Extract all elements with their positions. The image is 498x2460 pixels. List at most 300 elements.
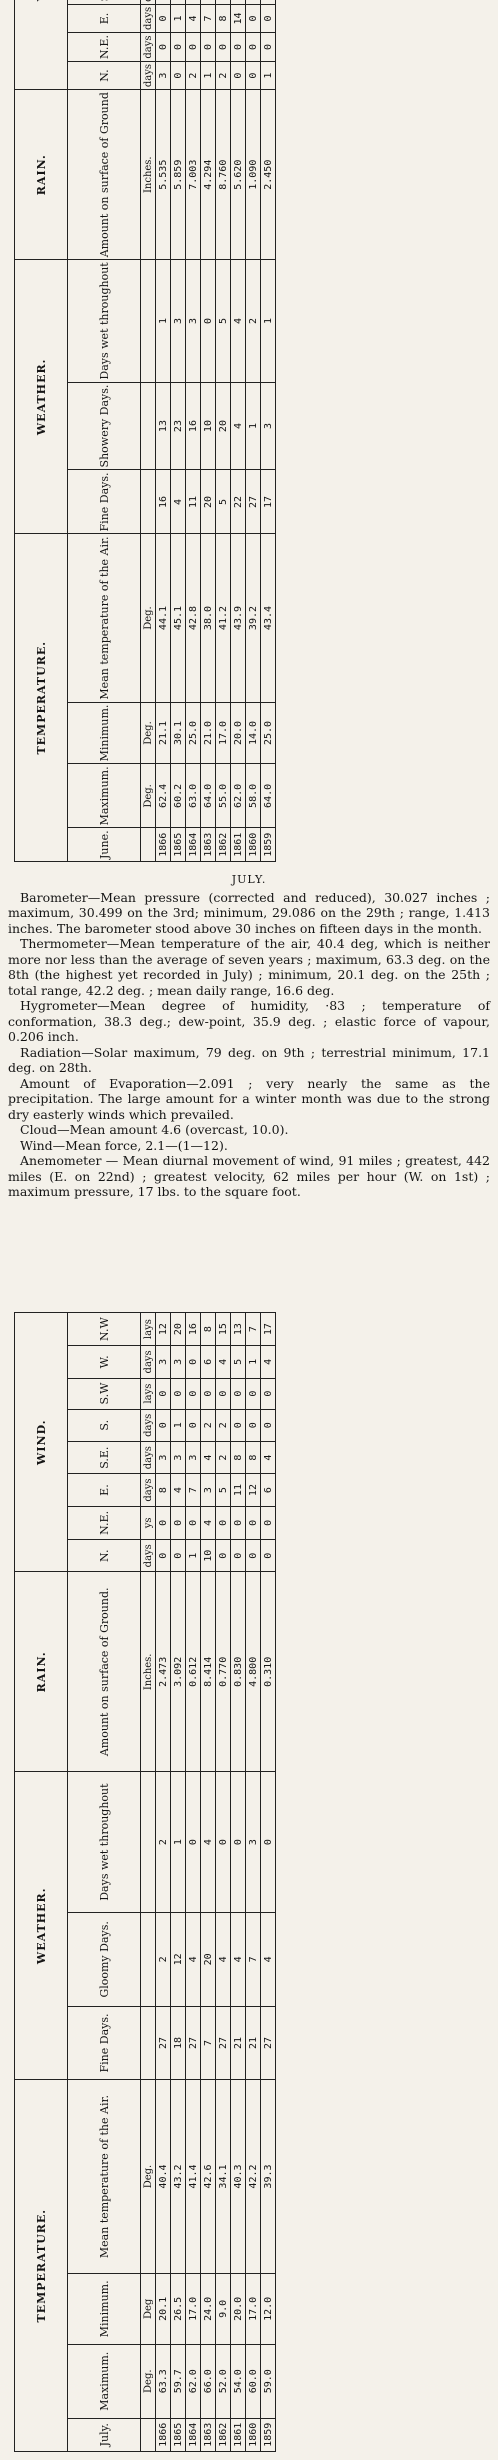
cell-year: 1859	[261, 828, 276, 862]
cell-rain: 4.294	[201, 90, 216, 260]
cell-mean: 41.4	[186, 2080, 201, 2273]
cell-mean: 44.1	[156, 534, 171, 702]
cell-e: 11	[231, 1474, 246, 1506]
unit-n: days	[141, 61, 156, 89]
table-row	[261, 1313, 276, 2452]
cell-nw: 17	[261, 1313, 276, 1346]
cell-year: 1863	[201, 828, 216, 862]
cell-max: 63.0	[186, 764, 201, 828]
table-row	[231, 0, 246, 862]
unit-mean-temp: Deg.	[141, 2080, 156, 2273]
cell-fine: 4	[171, 470, 186, 534]
unit-se: days	[141, 1441, 156, 1473]
cell-mean: 42.8	[186, 534, 201, 702]
cell-e: 12	[246, 1474, 261, 1506]
cell-ne: 0	[186, 1506, 201, 1539]
cell-year: 1866	[156, 828, 171, 862]
cell-showery: 16	[186, 382, 201, 470]
cell-w: 0	[186, 1346, 201, 1378]
cell-ne: 0	[156, 33, 171, 62]
cell-s: 0	[246, 1409, 261, 1441]
col-wind-se: S.E.	[68, 1441, 141, 1473]
cell-nw: 15	[216, 1313, 231, 1346]
cell-min: 17.0	[186, 2273, 201, 2344]
wind-group-header: WIND.	[15, 1313, 68, 1572]
july-table-region	[14, 1312, 484, 2460]
cell-wet: 1	[156, 260, 171, 382]
col-wind-w: W.	[68, 1346, 141, 1378]
cell-n: 1	[261, 61, 276, 89]
cell-sw: 0	[186, 1378, 201, 1409]
cell-w: 6	[201, 1346, 216, 1378]
cell-mean: 42.2	[246, 2080, 261, 2273]
radiation-paragraph: Radiation—Solar maximum, 79 deg. on 9th ; terrestrial minimum, 17.1 deg. on 28th.	[8, 1044, 490, 1075]
cell-fine: 21	[246, 2006, 261, 2080]
rain-group-header: RAIN.	[15, 1572, 68, 1772]
cell-mean: 39.2	[246, 534, 261, 702]
cell-mean: 40.4	[156, 2080, 171, 2273]
cell-e: 7	[186, 1474, 201, 1506]
unit-ne: ys	[141, 1506, 156, 1539]
cell-max: 62.0	[231, 764, 246, 828]
cell-mean: 43.9	[231, 534, 246, 702]
unit-minimum: Deg.	[141, 702, 156, 764]
cell-s: 0	[186, 1409, 201, 1441]
cell-e: 4	[186, 4, 201, 32]
june-table-body	[156, 0, 276, 862]
cell-ne: 4	[201, 1506, 216, 1539]
cell-wet: 1	[171, 1772, 186, 1913]
cell-min: 17.0	[216, 702, 231, 764]
anemometer-paragraph: Anemometer — Mean diurnal movement of wind, 91 miles ; greatest, 442 miles (E. on 22nd) ; greatest velocity, 62 miles per hour (W. on 1st) ; maximum pressure, 17 lbs. to the square foot.	[8, 1153, 490, 1199]
cell-fine: 7	[201, 2006, 216, 2080]
cell-ne: 0	[201, 33, 216, 62]
cell-fine: 27	[156, 2006, 171, 2080]
cell-n: 0	[246, 61, 261, 89]
unit-showery	[141, 382, 156, 470]
cell-gloomy: 4	[216, 1912, 231, 2006]
cell-s: 0	[156, 1409, 171, 1441]
unit-n: days	[141, 1540, 156, 1572]
col-maximum: Maximum.	[68, 2344, 141, 2418]
cell-fine: 20	[201, 470, 216, 534]
cell-rain: 0.770	[216, 1572, 231, 1772]
cell-mean: 42.6	[201, 2080, 216, 2273]
cell-year: 1862	[216, 828, 231, 862]
cell-gloomy: 4	[186, 1912, 201, 2006]
col-wind-sw: S.W	[68, 1378, 141, 1409]
cell-sw: 0	[171, 1378, 186, 1409]
cell-ne: 0	[216, 33, 231, 62]
cell-max: 58.0	[246, 764, 261, 828]
cell-se	[201, 0, 216, 4]
cell-wet: 2	[156, 1772, 171, 1913]
cell-se	[231, 0, 246, 4]
cell-se: 3	[186, 1441, 201, 1473]
table-row	[246, 1313, 261, 2452]
cell-mean: 34.1	[216, 2080, 231, 2273]
wind-group-header	[15, 0, 68, 90]
cell-showery: 12	[171, 1912, 186, 2006]
cell-year: 1865	[171, 828, 186, 862]
june-weather-table	[14, 0, 276, 862]
cell-wet: 0	[201, 260, 216, 382]
cell-n: 0	[216, 1540, 231, 1572]
cell-wet: 2	[246, 260, 261, 382]
cell-rain: 1.090	[246, 90, 261, 260]
cell-min: 24.0	[201, 2273, 216, 2344]
cell-max: 62.4	[156, 764, 171, 828]
july-table-body	[156, 1313, 276, 2452]
cell-max: 54.0	[231, 2344, 246, 2418]
cell-e: 14	[231, 4, 246, 32]
cell-se	[246, 0, 261, 4]
cell-nw: 20	[171, 1313, 186, 1346]
unit-ne: days	[141, 33, 156, 62]
cell-nw: 13	[231, 1313, 246, 1346]
cloud-paragraph: Cloud—Mean amount 4.6 (overcast, 10.0).	[20, 1122, 289, 1137]
cell-max: 64.0	[201, 764, 216, 828]
cell-min: 9.0	[216, 2273, 231, 2344]
cell-gloomy: 4	[261, 1912, 276, 2006]
cell-min: 14.0	[246, 702, 261, 764]
cell-e: 8	[156, 1474, 171, 1506]
cell-max: 63.3	[156, 2344, 171, 2418]
col-rain: Amount on surface of Ground.	[68, 1572, 141, 1772]
col-wind-n: N.	[68, 1540, 141, 1572]
cell-rain: 0.612	[186, 1572, 201, 1772]
cell-n: 0	[246, 1540, 261, 1572]
unit-rain: Inches.	[141, 1572, 156, 1772]
cell-year: 1864	[186, 828, 201, 862]
unit-w: days	[141, 1346, 156, 1378]
cell-sw: 0	[261, 1378, 276, 1409]
cell-e: 5	[216, 1474, 231, 1506]
table-row	[171, 1313, 186, 2452]
cell-max: 60.2	[171, 764, 186, 828]
unit-mean-temp: Deg.	[141, 534, 156, 702]
col-wind-n: N.	[68, 61, 141, 89]
cell-ne: 0	[216, 1506, 231, 1539]
cell-se	[186, 0, 201, 4]
july-observations	[8, 872, 490, 1200]
cell-s: 0	[261, 1409, 276, 1441]
col-rain: Amount on surface of Ground	[68, 90, 141, 260]
cell-sw: 0	[246, 1378, 261, 1409]
cell-se: 8	[246, 1441, 261, 1473]
cell-showery: 1	[246, 382, 261, 470]
unit-year	[141, 2418, 156, 2451]
col-wind-s: S.	[68, 1409, 141, 1441]
cell-max: 66.0	[201, 2344, 216, 2418]
cell-nw: 7	[246, 1313, 261, 1346]
cell-e: 3	[201, 1474, 216, 1506]
cell-max: 64.0	[261, 764, 276, 828]
unit-se	[141, 0, 156, 4]
cell-min: 21.1	[156, 702, 171, 764]
section-heading: JULY.	[231, 873, 267, 886]
cell-mean: 39.3	[261, 2080, 276, 2273]
cell-wet: 3	[186, 260, 201, 382]
table-row	[216, 0, 231, 862]
cell-fine: 27	[261, 2006, 276, 2080]
cell-year: 1861	[231, 828, 246, 862]
cell-fine: 5	[216, 470, 231, 534]
table-row	[246, 0, 261, 862]
unit-e: days	[141, 1474, 156, 1506]
unit-wet	[141, 1772, 156, 1913]
table-row	[156, 0, 171, 862]
col-wind-ne: N.E.	[68, 33, 141, 62]
cell-w: 4	[216, 1346, 231, 1378]
cell-n: 2	[216, 61, 231, 89]
col-maximum: Maximum.	[68, 764, 141, 828]
cell-min: 26.5	[171, 2273, 186, 2344]
cell-ne: 0	[261, 1506, 276, 1539]
cell-e: 0	[246, 4, 261, 32]
cell-gloomy: 7	[246, 1912, 261, 2006]
cell-wet: 0	[231, 1772, 246, 1913]
cell-rain: 8.760	[216, 90, 231, 260]
cell-wet: 0	[216, 1772, 231, 1913]
cell-ne: 0	[246, 33, 261, 62]
table-row	[186, 1313, 201, 2452]
cell-se: 3	[156, 1441, 171, 1473]
cell-max: 59.7	[171, 2344, 186, 2418]
cell-fine: 27	[216, 2006, 231, 2080]
temperature-group-header: TEMPERATURE.	[15, 2080, 68, 2452]
cell-sw: 0	[156, 1378, 171, 1409]
cell-nw: 16	[186, 1313, 201, 1346]
unit-fine	[141, 470, 156, 534]
cell-e: 8	[216, 4, 231, 32]
cell-fine: 22	[231, 470, 246, 534]
cell-n: 2	[186, 61, 201, 89]
cell-rain: 2.450	[261, 90, 276, 260]
col-gloomy-days: Gloomy Days.	[68, 1912, 141, 2006]
cell-wet: 0	[261, 1772, 276, 1913]
cell-w: 1	[246, 1346, 261, 1378]
cell-min: 17.0	[246, 2273, 261, 2344]
cell-n: 0	[231, 1540, 246, 1572]
cell-mean: 38.0	[201, 534, 216, 702]
rain-group-header: RAIN.	[15, 90, 68, 260]
cell-rain: 8.414	[201, 1572, 216, 1772]
unit-wet	[141, 260, 156, 382]
cell-rain: 0.310	[261, 1572, 276, 1772]
cell-min: 25.0	[186, 702, 201, 764]
col-mean-temp: Mean temperature of the Air.	[68, 2080, 141, 2273]
cell-e: 4	[171, 1474, 186, 1506]
table-row	[231, 1313, 246, 2452]
cell-gloomy: 2	[156, 1912, 171, 2006]
cell-wet: 5	[216, 260, 231, 382]
cell-min: 20.1	[156, 2273, 171, 2344]
cell-max: 62.0	[186, 2344, 201, 2418]
cell-wet: 4	[231, 260, 246, 382]
cell-nw: 12	[156, 1313, 171, 1346]
unit-maximum: Deg.	[141, 764, 156, 828]
cell-wet: 3	[246, 1772, 261, 1913]
cell-year: 1859	[261, 2418, 276, 2451]
cell-gloomy: 4	[231, 1912, 246, 2006]
cell-rain: 3.092	[171, 1572, 186, 1772]
unit-minimum: Deg	[141, 2273, 156, 2344]
cell-mean: 45.1	[171, 534, 186, 702]
cell-fine: 11	[186, 470, 201, 534]
barometer-paragraph: Barometer—Mean pressure (corrected and reduced), 30.027 inches ; maximum, 30.499 on the 3rd; minimum, 29.086 on the 29th ; range, 1.413 inches. The barometer stood above 30 inches on fifteen days in the month.	[8, 889, 490, 936]
cell-w: 4	[261, 1346, 276, 1378]
cell-fine: 16	[156, 470, 171, 534]
cell-min: 20.0	[231, 702, 246, 764]
table-row	[171, 0, 186, 862]
cell-fine: 18	[171, 2006, 186, 2080]
table-row	[261, 0, 276, 862]
cell-wet: 1	[261, 260, 276, 382]
cell-e: 1	[171, 4, 186, 32]
col-fine-days: Fine Days.	[68, 470, 141, 534]
unit-s: days	[141, 1409, 156, 1441]
cell-se: 3	[171, 1441, 186, 1473]
table-row	[186, 0, 201, 862]
cell-year: 1863	[201, 2418, 216, 2451]
cell-year: 1864	[186, 2418, 201, 2451]
july-weather-table	[14, 1312, 276, 2452]
cell-ne: 0	[171, 1506, 186, 1539]
june-table-region	[14, 0, 484, 862]
cell-rain: 5.620	[231, 90, 246, 260]
cell-e: 0	[261, 4, 276, 32]
cell-se	[216, 0, 231, 4]
cell-s: 2	[216, 1409, 231, 1441]
cell-se: 4	[201, 1441, 216, 1473]
cell-n: 0	[171, 1540, 186, 1572]
cell-n: 10	[201, 1540, 216, 1572]
cell-max: 52.0	[216, 2344, 231, 2418]
cell-n: 1	[201, 61, 216, 89]
cell-min: 21.0	[201, 702, 216, 764]
cell-year: 1860	[246, 2418, 261, 2451]
col-fine-days: Fine Days.	[68, 2006, 141, 2080]
cell-showery: 10	[201, 382, 216, 470]
hygrometer-paragraph: Hygrometer—Mean degree of humidity, ·83 ; temperature of conformation, 38.3 deg.; dew-point, 35.9 deg. ; elastic force of vapour, 0.206 inch.	[8, 998, 490, 1044]
unit-gloomy	[141, 1912, 156, 2006]
cell-n: 0	[231, 61, 246, 89]
cell-se: 8	[231, 1441, 246, 1473]
col-wind-se	[68, 0, 141, 4]
col-wind-ne: N.E.	[68, 1506, 141, 1539]
col-year: June.	[68, 828, 141, 862]
cell-w: 5	[231, 1346, 246, 1378]
cell-rain: 4.800	[246, 1572, 261, 1772]
col-wet-days: Days wet throughout	[68, 260, 141, 382]
cell-s: 0	[231, 1409, 246, 1441]
cell-fine: 27	[186, 2006, 201, 2080]
cell-wet: 0	[186, 1772, 201, 1913]
cell-e: 0	[156, 4, 171, 32]
cell-s: 2	[201, 1409, 216, 1441]
cell-min: 30.1	[171, 702, 186, 764]
cell-e: 7	[201, 4, 216, 32]
cell-min: 25.0	[261, 702, 276, 764]
col-year: July.	[68, 2418, 141, 2451]
col-wind-nw: N.W	[68, 1313, 141, 1346]
cell-se	[156, 0, 171, 4]
cell-se: 4	[261, 1441, 276, 1473]
table-row	[201, 0, 216, 862]
col-minimum: Minimum.	[68, 702, 141, 764]
unit-e: days	[141, 4, 156, 32]
cell-showery: 23	[171, 382, 186, 470]
cell-fine: 27	[246, 470, 261, 534]
cell-se	[261, 0, 276, 4]
cell-sw: 0	[216, 1378, 231, 1409]
col-mean-temp: Mean temperature of the Air.	[68, 534, 141, 702]
unit-year	[141, 828, 156, 862]
cell-max: 59.0	[261, 2344, 276, 2418]
col-wind-e: E.	[68, 4, 141, 32]
cell-year: 1866	[156, 2418, 171, 2451]
cell-s: 1	[171, 1409, 186, 1441]
cell-w: 3	[171, 1346, 186, 1378]
col-wet-days: Days wet throughout	[68, 1772, 141, 1913]
cell-showery: 13	[156, 382, 171, 470]
cell-ne: 0	[261, 33, 276, 62]
cell-showery: 3	[261, 382, 276, 470]
cell-mean: 40.3	[231, 2080, 246, 2273]
cell-se: 2	[216, 1441, 231, 1473]
table-row	[156, 1313, 171, 2452]
cell-wet: 4	[201, 1772, 216, 1913]
col-wind-e: E.	[68, 1474, 141, 1506]
table-row	[216, 1313, 231, 2452]
cell-mean: 43.2	[171, 2080, 186, 2273]
cell-w: 3	[156, 1346, 171, 1378]
wind-paragraph: Wind—Mean force, 2.1—(1—12).	[20, 1137, 228, 1153]
cell-year: 1865	[171, 2418, 186, 2451]
cell-sw: 0	[231, 1378, 246, 1409]
cell-rain: 2.473	[156, 1572, 171, 1772]
col-minimum: Minimum.	[68, 2273, 141, 2344]
weather-group-header: WEATHER.	[15, 260, 68, 534]
cell-min: 12.0	[261, 2273, 276, 2344]
cell-se	[171, 0, 186, 4]
temperature-group-header: TEMPERATURE.	[15, 534, 68, 862]
table-row	[201, 1313, 216, 2452]
cell-max: 60.0	[246, 2344, 261, 2418]
evaporation-paragraph: Amount of Evaporation—2.091 ; very nearly the same as the precipitation. The large amount for a winter month was due to the strong dry easterly winds which prevailed.	[8, 1075, 490, 1122]
cell-fine: 17	[261, 470, 276, 534]
cell-nw: 8	[201, 1313, 216, 1346]
cell-year: 1861	[231, 2418, 246, 2451]
col-showery-days: Showery Days.	[68, 382, 141, 470]
cell-ne: 0	[231, 33, 246, 62]
cell-n: 3	[156, 61, 171, 89]
cell-ne: 0	[156, 1506, 171, 1539]
cell-min: 20.0	[231, 2273, 246, 2344]
cell-ne: 0	[246, 1506, 261, 1539]
cell-showery: 4	[231, 382, 246, 470]
cell-mean: 41.2	[216, 534, 231, 702]
cell-sw: 0	[201, 1378, 216, 1409]
cell-max: 55.0	[216, 764, 231, 828]
cell-n: 0	[261, 1540, 276, 1572]
weather-group-header: WEATHER.	[15, 1772, 68, 2080]
cell-rain: 7.003	[186, 90, 201, 260]
cell-ne: 0	[186, 33, 201, 62]
cell-gloomy: 20	[201, 1912, 216, 2006]
cell-mean: 43.4	[261, 534, 276, 702]
